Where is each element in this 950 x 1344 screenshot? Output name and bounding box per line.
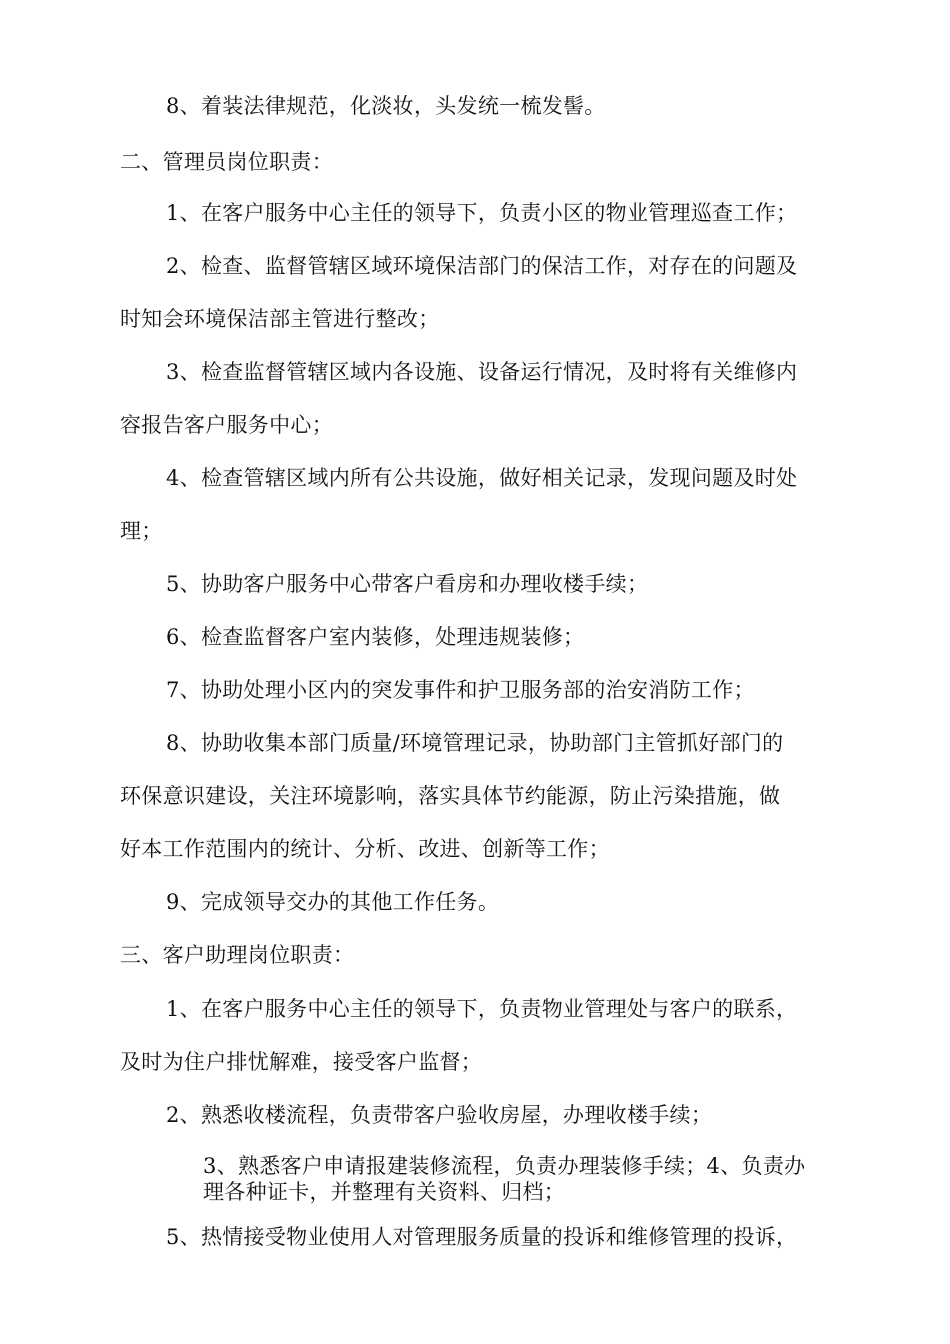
paragraph-line: 2、熟悉收楼流程，负责带客户验收房屋，办理收楼手续； (166, 1103, 713, 1127)
paragraph-line: 4、检查管辖区域内所有公共设施，做好相关记录，发现问题及时处 (166, 466, 798, 490)
section-heading: 二、管理员岗位职责： (120, 150, 333, 174)
paragraph-line: 5、协助客户服务中心带客户看房和办理收楼手续； (166, 572, 649, 596)
paragraph-line: 理各种证卡，并整理有关资料、归档； (203, 1180, 566, 1204)
section-heading: 三、客户助理岗位职责： (120, 943, 355, 967)
paragraph-line: 好本工作范围内的统计、分析、改进、创新等工作； (120, 837, 610, 861)
paragraph-line: 6、检查监督客户室内装修，处理违规装修； (166, 625, 585, 649)
paragraph-line: 8、着装法律规范，化淡妆，头发统一梳发髻。 (166, 94, 606, 118)
paragraph-line: 2、检查、监督管辖区域环境保洁部门的保洁工作，对存在的问题及 (166, 254, 798, 278)
paragraph-line: 8、协助收集本部门质量/环境管理记录，协助部门主管抓好部门的 (166, 731, 784, 755)
paragraph-line: 9、完成领导交办的其他工作任务。 (166, 890, 500, 914)
paragraph-line: 1、在客户服务中心主任的领导下，负责小区的物业管理巡查工作； (166, 201, 798, 225)
paragraph-line: 7、协助处理小区内的突发事件和护卫服务部的治安消防工作； (166, 678, 755, 702)
paragraph-line: 1、在客户服务中心主任的领导下，负责物业管理处与客户的联系， (166, 997, 798, 1021)
paragraph-line: 3、熟悉客户申请报建装修流程，负责办理装修手续；4、负责办 (203, 1154, 806, 1178)
paragraph-line: 理； (120, 519, 163, 543)
paragraph-line: 及时为住户排忧解难，接受客户监督； (120, 1050, 483, 1074)
paragraph-line: 5、热情接受物业使用人对管理服务质量的投诉和维修管理的投诉， (166, 1225, 798, 1249)
paragraph-line: 3、检查监督管辖区域内各设施、设备运行情况，及时将有关维修内 (166, 360, 798, 384)
paragraph-line: 时知会环境保洁部主管进行整改； (120, 307, 440, 331)
paragraph-line: 容报告客户服务中心； (120, 413, 333, 437)
paragraph-line: 环保意识建设，关注环境影响，落实具体节约能源，防止污染措施，做 (120, 784, 781, 808)
